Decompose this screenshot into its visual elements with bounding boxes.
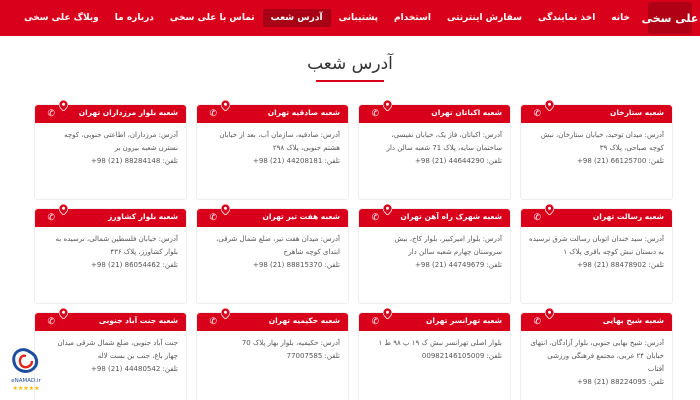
branch-phone[interactable]: تلفن: 00982146105009 xyxy=(421,352,502,360)
enamad-seal-icon[interactable] xyxy=(8,344,44,396)
branch-card-header xyxy=(521,313,672,331)
branch-card-header xyxy=(35,313,186,331)
page-title: آدرس شعب xyxy=(307,54,393,74)
branch-card xyxy=(34,208,187,304)
branch-phone[interactable]: تلفن: 77007585 xyxy=(286,352,340,360)
phone-icon[interactable]: ✆ xyxy=(209,213,217,223)
branch-card xyxy=(358,208,511,304)
branch-card-header xyxy=(521,209,672,227)
branch-card-header xyxy=(197,105,348,123)
branch-phone[interactable]: تلفن: 44644290 (21) 98+ xyxy=(414,157,502,165)
nav-item-blog[interactable]: وبلاگ علی سخی xyxy=(24,13,99,23)
branch-phone[interactable]: تلفن: 44480542 (21) 98+ xyxy=(90,365,178,373)
map-pin-icon xyxy=(59,100,68,111)
branch-card xyxy=(520,208,673,304)
map-pin-icon xyxy=(221,204,230,215)
map-pin-icon xyxy=(383,308,392,319)
phone-icon[interactable]: ✆ xyxy=(371,109,379,119)
branch-name: شعبه رسالت تهران xyxy=(592,212,664,221)
branch-address: آدرس: خیابان فلسطین شمالی، نرسیده به بلوار کشاورز، پلاک ۴۳۶ xyxy=(55,235,178,256)
phone-icon[interactable]: ✆ xyxy=(533,109,541,119)
branch-phone[interactable]: تلفن: 88224095 (21) 98+ xyxy=(576,378,664,386)
branch-address: بلوار اصلی تهرانسر نبش ک ۱۹ پ ۹۸ ط ۱ xyxy=(378,339,502,347)
map-pin-icon xyxy=(545,100,554,111)
branch-name: شعبه هفت تیر تهران xyxy=(262,212,340,221)
branch-card-header xyxy=(521,105,672,123)
branch-card-header xyxy=(359,313,510,331)
branch-phone[interactable]: تلفن: 88478902 (21) 98+ xyxy=(576,261,664,269)
map-pin-icon xyxy=(545,204,554,215)
branch-card xyxy=(196,104,349,200)
nav-item-online-order[interactable]: سفارش اینترنتی xyxy=(446,13,522,23)
map-pin-icon xyxy=(221,100,230,111)
nav-item-agency[interactable]: اخذ نمایندگی xyxy=(538,13,596,23)
branch-name: شعبه تهرانسر تهران xyxy=(426,316,502,325)
svg-text:★★★★★: ★★★★★ xyxy=(12,385,40,392)
branch-phone[interactable]: تلفن: 88815370 (21) 98+ xyxy=(252,261,340,269)
branch-card xyxy=(196,312,349,400)
top-nav xyxy=(0,0,700,36)
branch-card xyxy=(34,312,187,400)
branch-phone[interactable]: تلفن: 44749679 (21) 98+ xyxy=(414,261,502,269)
map-pin-icon xyxy=(545,308,554,319)
nav-item-support[interactable]: پشتیبانی xyxy=(338,13,378,23)
branch-name: شعبه شیخ بهایی xyxy=(602,316,664,325)
brand-logo-text: علی سخی xyxy=(641,11,699,25)
nav-item-contact[interactable]: تماس با علی سخی xyxy=(169,13,255,23)
branch-card xyxy=(358,312,511,400)
branch-name: شعبه شهرک راه آهن تهران xyxy=(400,212,502,221)
nav-item-jobs[interactable]: استخدام xyxy=(394,13,431,23)
branch-card xyxy=(358,104,511,200)
branch-address: آدرس: سید خندان اتوبان رسالت شرق نرسیده به دبستان نبش کوچه باقری پلاک ۱ xyxy=(529,235,664,256)
phone-icon[interactable]: ✆ xyxy=(533,213,541,223)
branch-card xyxy=(34,104,187,200)
map-pin-icon xyxy=(221,308,230,319)
phone-icon[interactable]: ✆ xyxy=(47,109,55,119)
phone-icon[interactable]: ✆ xyxy=(209,317,217,327)
branch-card-header xyxy=(197,313,348,331)
map-pin-icon xyxy=(383,204,392,215)
phone-icon[interactable]: ✆ xyxy=(47,317,55,327)
branch-address: آدرس: اکباتان، فاز یک، خیابان نفیسی، ساختمان سایه، پلاک 71 شعبه سالن دار xyxy=(386,131,502,152)
branch-phone[interactable]: تلفن: 44208181 (21) 98+ xyxy=(252,157,340,165)
branch-name: شعبه صادقیه تهران xyxy=(267,108,340,117)
branch-address: آدرس: صادقیه، سازمان آب، بعد از خیابان هشتم جنوبی، پلاک ۲۹۸ xyxy=(219,131,340,152)
phone-icon[interactable]: ✆ xyxy=(533,317,541,327)
phone-icon[interactable]: ✆ xyxy=(209,109,217,119)
branch-card-header xyxy=(35,105,186,123)
map-pin-icon xyxy=(59,308,68,319)
branch-name: شعبه جنت آباد جنوبی xyxy=(98,316,178,325)
branch-address: آدرس: میدان هفت تیر، ضلع شمال شرقی، ابتدای کوچه شاهرخ xyxy=(216,235,340,256)
branch-phone[interactable]: تلفن: 66125700 (21) 98+ xyxy=(576,157,664,165)
branch-card xyxy=(196,208,349,304)
branch-address: آدرس: حکیمیه، بلوار بهار پلاک 70 xyxy=(241,339,340,347)
map-pin-icon xyxy=(383,100,392,111)
branch-name: شعبه اکباتان تهران xyxy=(431,108,502,117)
branch-address: آدرس: مرزداران، اطاعتی جنوبی، کوچه نسترن شعبه بیرون بر xyxy=(64,131,178,152)
map-pin-icon xyxy=(59,204,68,215)
phone-icon[interactable]: ✆ xyxy=(371,213,379,223)
enamad-seal-label: eNAMAD.ir xyxy=(11,378,41,384)
branch-phone[interactable]: تلفن: 88284148 (21) 98+ xyxy=(90,157,178,165)
branch-address: آدرس: میدان توحید، خیابان ستارخان، نبش کوچه صباحی، پلاک ۳۹ xyxy=(540,131,664,152)
branch-card-header xyxy=(359,105,510,123)
phone-icon[interactable]: ✆ xyxy=(371,317,379,327)
branch-name: شعبه بلوار مرزداران تهران xyxy=(78,108,178,117)
branch-name: شعبه بلوار کشاورز xyxy=(107,212,178,221)
branch-card-header xyxy=(197,209,348,227)
phone-icon[interactable]: ✆ xyxy=(47,213,55,223)
nav-item-branches[interactable]: آدرس شعب xyxy=(263,9,331,27)
title-underline xyxy=(316,80,384,82)
branch-card-header xyxy=(359,209,510,227)
branch-name: شعبه حکیمیه تهران xyxy=(268,316,340,325)
branch-address: آدرس: بلوار امیرکبیر، بلوار کاج، نبش سروستان چهارم شعبه سالن دار xyxy=(394,235,502,256)
branch-name: شعبه ستارخان xyxy=(609,108,664,117)
branch-card xyxy=(520,104,673,200)
nav-item-about[interactable]: درباره ما xyxy=(114,13,154,23)
nav-menu xyxy=(16,0,638,36)
branch-address: جنت آباد جنوبی، ضلع شمال شرقی میدان چهار باغ، جنب بن بست لاله xyxy=(57,339,178,360)
branch-phone[interactable]: تلفن: 86054462 (21) 98+ xyxy=(90,261,178,269)
branch-card xyxy=(520,312,673,400)
branch-card-header xyxy=(35,209,186,227)
brand-logo[interactable] xyxy=(641,2,699,34)
nav-item-home[interactable]: خانه xyxy=(611,13,630,23)
branch-address: آدرس: شیخ بهایی جنوبی، بلوار آزادگان، انتهای خیابان ۲۴ غربی، مجتمع فرهنگی ورزشی آفتاب xyxy=(530,339,664,373)
